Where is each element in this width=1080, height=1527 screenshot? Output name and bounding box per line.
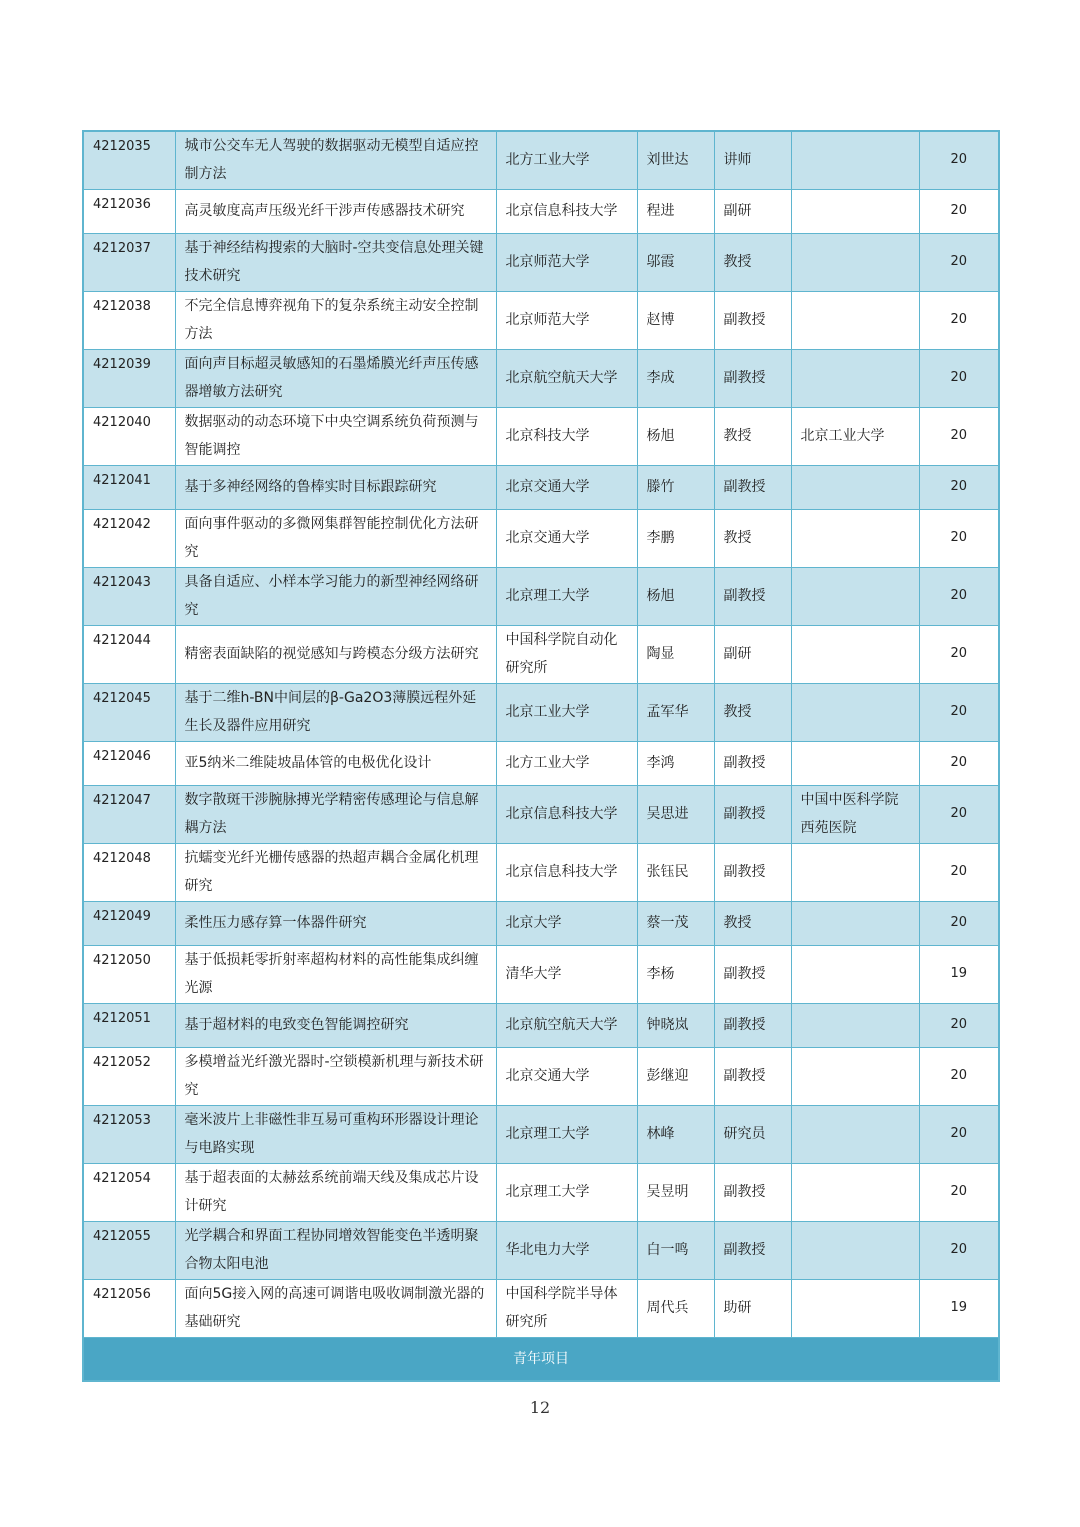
partner-institution xyxy=(791,1221,919,1279)
leader-title: 副教授 xyxy=(714,291,791,349)
leader-title: 副研 xyxy=(714,189,791,233)
project-code: 4212054 xyxy=(83,1163,175,1221)
project-code: 4212039 xyxy=(83,349,175,407)
funding-amount: 20 xyxy=(919,131,999,189)
funding-amount: 20 xyxy=(919,291,999,349)
project-leader: 杨旭 xyxy=(637,407,714,465)
table-row xyxy=(83,843,999,901)
project-code: 4212038 xyxy=(83,291,175,349)
project-code: 4212041 xyxy=(83,465,175,509)
funding-amount: 20 xyxy=(919,567,999,625)
section-footer-label: 青年项目 xyxy=(83,1337,999,1381)
partner-institution xyxy=(791,683,919,741)
project-leader: 程进 xyxy=(637,189,714,233)
project-code: 4212046 xyxy=(83,741,175,785)
institution: 中国科学院半导体研究所 xyxy=(496,1279,637,1337)
table-row xyxy=(83,1279,999,1337)
project-code: 4212044 xyxy=(83,625,175,683)
project-code: 4212052 xyxy=(83,1047,175,1105)
project-title: 基于低损耗零折射率超构材料的高性能集成纠缠光源 xyxy=(175,945,496,1003)
partner-institution: 中国中医科学院西苑医院 xyxy=(791,785,919,843)
funding-amount: 20 xyxy=(919,1105,999,1163)
project-title: 柔性压力感存算一体器件研究 xyxy=(175,901,496,945)
project-title: 基于神经结构搜索的大脑时-空共变信息处理关键技术研究 xyxy=(175,233,496,291)
funding-amount: 20 xyxy=(919,1163,999,1221)
partner-institution xyxy=(791,901,919,945)
project-code: 4212051 xyxy=(83,1003,175,1047)
project-leader: 蔡一茂 xyxy=(637,901,714,945)
project-code: 4212049 xyxy=(83,901,175,945)
table-row xyxy=(83,625,999,683)
project-title: 面向5G接入网的高速可调谐电吸收调制激光器的基础研究 xyxy=(175,1279,496,1337)
institution: 北京交通大学 xyxy=(496,509,637,567)
leader-title: 研究员 xyxy=(714,1105,791,1163)
table-row xyxy=(83,945,999,1003)
partner-institution xyxy=(791,625,919,683)
project-code: 4212048 xyxy=(83,843,175,901)
leader-title: 副教授 xyxy=(714,567,791,625)
section-footer-row xyxy=(83,1337,999,1381)
project-code: 4212055 xyxy=(83,1221,175,1279)
partner-institution xyxy=(791,1163,919,1221)
funding-amount: 20 xyxy=(919,233,999,291)
funding-amount: 20 xyxy=(919,465,999,509)
partner-institution xyxy=(791,465,919,509)
institution: 北京理工大学 xyxy=(496,567,637,625)
leader-title: 教授 xyxy=(714,407,791,465)
partner-institution xyxy=(791,741,919,785)
table-row xyxy=(83,785,999,843)
partner-institution xyxy=(791,945,919,1003)
leader-title: 副研 xyxy=(714,625,791,683)
funding-amount: 19 xyxy=(919,1279,999,1337)
leader-title: 副教授 xyxy=(714,465,791,509)
project-leader: 李鹏 xyxy=(637,509,714,567)
institution: 北京理工大学 xyxy=(496,1163,637,1221)
project-title: 基于超表面的太赫兹系统前端天线及集成芯片设计研究 xyxy=(175,1163,496,1221)
project-leader: 赵博 xyxy=(637,291,714,349)
leader-title: 教授 xyxy=(714,509,791,567)
funding-amount: 19 xyxy=(919,945,999,1003)
funding-amount: 20 xyxy=(919,1047,999,1105)
institution: 北京交通大学 xyxy=(496,1047,637,1105)
project-code: 4212053 xyxy=(83,1105,175,1163)
table-row xyxy=(83,131,999,189)
partner-institution xyxy=(791,233,919,291)
project-table-container xyxy=(82,130,998,1382)
partner-institution: 北京工业大学 xyxy=(791,407,919,465)
leader-title: 副教授 xyxy=(714,785,791,843)
partner-institution xyxy=(791,1047,919,1105)
leader-title: 副教授 xyxy=(714,843,791,901)
table-row xyxy=(83,509,999,567)
leader-title: 副教授 xyxy=(714,945,791,1003)
page-number: 12 xyxy=(529,1398,551,1417)
table-row xyxy=(83,189,999,233)
project-leader: 滕竹 xyxy=(637,465,714,509)
project-leader: 李鸿 xyxy=(637,741,714,785)
table-row xyxy=(83,567,999,625)
project-title: 高灵敏度高声压级光纤干涉声传感器技术研究 xyxy=(175,189,496,233)
funding-amount: 20 xyxy=(919,901,999,945)
leader-title: 教授 xyxy=(714,233,791,291)
institution: 北京科技大学 xyxy=(496,407,637,465)
table-row xyxy=(83,1105,999,1163)
institution: 北京师范大学 xyxy=(496,291,637,349)
project-code: 4212056 xyxy=(83,1279,175,1337)
table-row xyxy=(83,683,999,741)
leader-title: 助研 xyxy=(714,1279,791,1337)
project-leader: 白一鸣 xyxy=(637,1221,714,1279)
table-row xyxy=(83,233,999,291)
institution: 北京航空航天大学 xyxy=(496,1003,637,1047)
institution: 北京交通大学 xyxy=(496,465,637,509)
project-code: 4212037 xyxy=(83,233,175,291)
project-title: 具备自适应、小样本学习能力的新型神经网络研究 xyxy=(175,567,496,625)
partner-institution xyxy=(791,189,919,233)
funding-amount: 20 xyxy=(919,843,999,901)
institution: 北京航空航天大学 xyxy=(496,349,637,407)
partner-institution xyxy=(791,567,919,625)
institution: 北京信息科技大学 xyxy=(496,843,637,901)
institution: 北方工业大学 xyxy=(496,741,637,785)
project-leader: 吴昱明 xyxy=(637,1163,714,1221)
project-leader: 张钰民 xyxy=(637,843,714,901)
project-code: 4212047 xyxy=(83,785,175,843)
project-leader: 李成 xyxy=(637,349,714,407)
project-title: 数据驱动的动态环境下中央空调系统负荷预测与智能调控 xyxy=(175,407,496,465)
partner-institution xyxy=(791,1279,919,1337)
table-row xyxy=(83,1047,999,1105)
leader-title: 讲师 xyxy=(714,131,791,189)
project-leader: 李杨 xyxy=(637,945,714,1003)
project-code: 4212043 xyxy=(83,567,175,625)
institution: 北京工业大学 xyxy=(496,683,637,741)
project-title: 毫米波片上非磁性非互易可重构环形器设计理论与电路实现 xyxy=(175,1105,496,1163)
project-title: 亚5纳米二维陡坡晶体管的电极优化设计 xyxy=(175,741,496,785)
funding-amount: 20 xyxy=(919,509,999,567)
institution: 清华大学 xyxy=(496,945,637,1003)
project-leader: 钟晓岚 xyxy=(637,1003,714,1047)
leader-title: 副教授 xyxy=(714,1047,791,1105)
partner-institution xyxy=(791,349,919,407)
project-code: 4212036 xyxy=(83,189,175,233)
project-table xyxy=(82,130,1000,1382)
table-row xyxy=(83,291,999,349)
table-body xyxy=(83,131,999,1337)
leader-title: 副教授 xyxy=(714,349,791,407)
table-row xyxy=(83,349,999,407)
project-title: 多模增益光纤激光器时-空锁模新机理与新技术研究 xyxy=(175,1047,496,1105)
funding-amount: 20 xyxy=(919,683,999,741)
institution: 北京师范大学 xyxy=(496,233,637,291)
leader-title: 副教授 xyxy=(714,741,791,785)
project-title: 数字散斑干涉腕脉搏光学精密传感理论与信息解耦方法 xyxy=(175,785,496,843)
project-leader: 孟军华 xyxy=(637,683,714,741)
funding-amount: 20 xyxy=(919,407,999,465)
institution: 北京信息科技大学 xyxy=(496,785,637,843)
project-title: 面向事件驱动的多微网集群智能控制优化方法研究 xyxy=(175,509,496,567)
project-code: 4212040 xyxy=(83,407,175,465)
institution: 北方工业大学 xyxy=(496,131,637,189)
partner-institution xyxy=(791,291,919,349)
leader-title: 副教授 xyxy=(714,1163,791,1221)
table-row xyxy=(83,901,999,945)
institution: 中国科学院自动化研究所 xyxy=(496,625,637,683)
partner-institution xyxy=(791,131,919,189)
leader-title: 副教授 xyxy=(714,1003,791,1047)
project-title: 光学耦合和界面工程协同增效智能变色半透明聚合物太阳电池 xyxy=(175,1221,496,1279)
partner-institution xyxy=(791,1105,919,1163)
project-leader: 吴思进 xyxy=(637,785,714,843)
project-title: 面向声目标超灵敏感知的石墨烯膜光纤声压传感器增敏方法研究 xyxy=(175,349,496,407)
project-leader: 陶显 xyxy=(637,625,714,683)
leader-title: 教授 xyxy=(714,683,791,741)
table-row xyxy=(83,741,999,785)
project-title: 不完全信息博弈视角下的复杂系统主动安全控制方法 xyxy=(175,291,496,349)
leader-title: 副教授 xyxy=(714,1221,791,1279)
institution: 北京大学 xyxy=(496,901,637,945)
project-title: 精密表面缺陷的视觉感知与跨模态分级方法研究 xyxy=(175,625,496,683)
project-code: 4212035 xyxy=(83,131,175,189)
project-title: 基于多神经网络的鲁棒实时目标跟踪研究 xyxy=(175,465,496,509)
table-row xyxy=(83,1221,999,1279)
institution: 北京信息科技大学 xyxy=(496,189,637,233)
institution: 北京理工大学 xyxy=(496,1105,637,1163)
project-leader: 邬霞 xyxy=(637,233,714,291)
project-code: 4212045 xyxy=(83,683,175,741)
institution: 华北电力大学 xyxy=(496,1221,637,1279)
project-leader: 周代兵 xyxy=(637,1279,714,1337)
project-code: 4212042 xyxy=(83,509,175,567)
funding-amount: 20 xyxy=(919,741,999,785)
table-row xyxy=(83,407,999,465)
funding-amount: 20 xyxy=(919,189,999,233)
funding-amount: 20 xyxy=(919,625,999,683)
partner-institution xyxy=(791,509,919,567)
table-row xyxy=(83,1003,999,1047)
funding-amount: 20 xyxy=(919,1003,999,1047)
project-leader: 杨旭 xyxy=(637,567,714,625)
project-leader: 刘世达 xyxy=(637,131,714,189)
project-leader: 林峰 xyxy=(637,1105,714,1163)
partner-institution xyxy=(791,1003,919,1047)
project-title: 基于二维h-BN中间层的β-Ga2O3薄膜远程外延生长及器件应用研究 xyxy=(175,683,496,741)
project-leader: 彭继迎 xyxy=(637,1047,714,1105)
project-title: 基于超材料的电致变色智能调控研究 xyxy=(175,1003,496,1047)
partner-institution xyxy=(791,843,919,901)
funding-amount: 20 xyxy=(919,1221,999,1279)
table-row xyxy=(83,465,999,509)
leader-title: 教授 xyxy=(714,901,791,945)
project-title: 城市公交车无人驾驶的数据驱动无模型自适应控制方法 xyxy=(175,131,496,189)
project-title: 抗蠕变光纤光栅传感器的热超声耦合金属化机理研究 xyxy=(175,843,496,901)
project-code: 4212050 xyxy=(83,945,175,1003)
table-row xyxy=(83,1163,999,1221)
funding-amount: 20 xyxy=(919,785,999,843)
funding-amount: 20 xyxy=(919,349,999,407)
